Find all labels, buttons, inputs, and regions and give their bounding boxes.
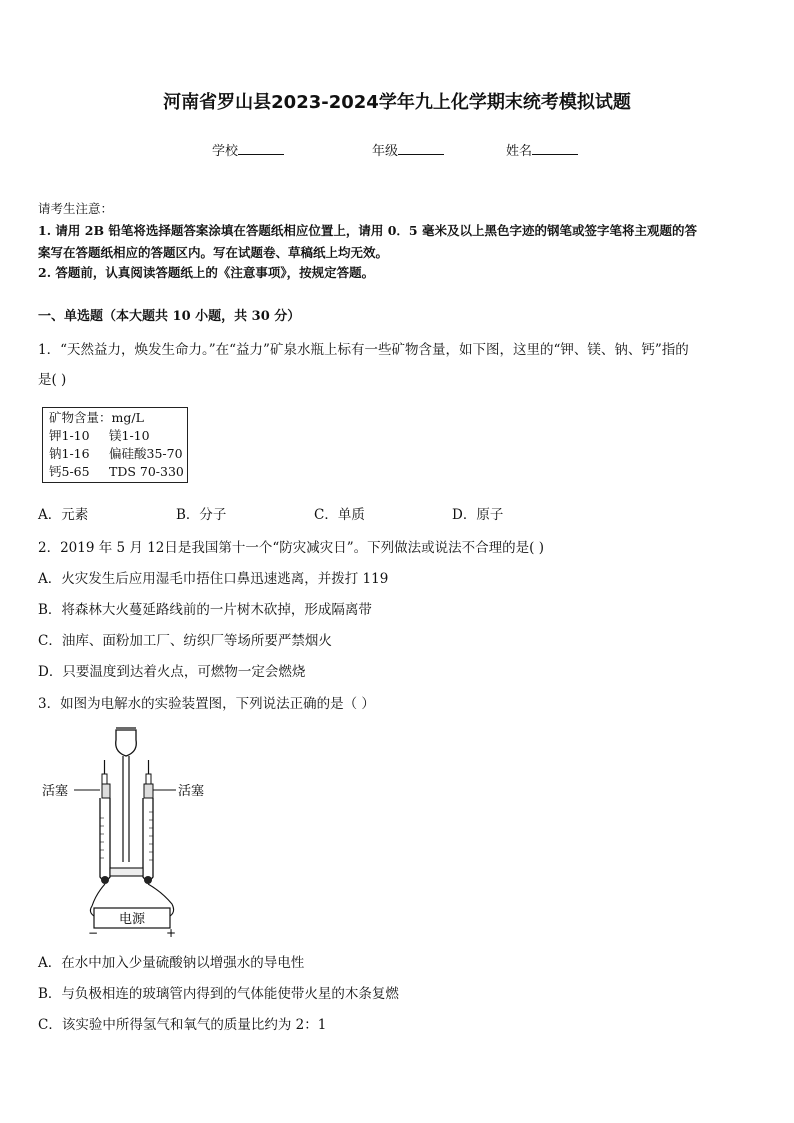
mineral-cell: 钠1-16 (49, 446, 90, 461)
left-glass-tube (100, 798, 110, 881)
mineral-table-header: 矿物含量：mg/L (49, 410, 144, 425)
q2-option-d: D．只要温度到达着火点，可燃物一定会燃烧 (38, 664, 306, 680)
school-field (212, 140, 284, 159)
power-supply-label: 电源 (118, 912, 146, 927)
q3-stem: 3．如图为电解水的实验装置图，下列说法正确的是（ ） (38, 696, 375, 712)
grade-label: 年级 (372, 144, 399, 159)
mineral-table-row (49, 445, 187, 463)
mineral-cell: TDS 70-330 (109, 464, 184, 479)
name-field (506, 140, 578, 159)
right-stopcock-label: 活塞 (178, 784, 205, 799)
positive-terminal-label: + (166, 926, 177, 940)
mineral-cell: 镁1-10 (109, 428, 150, 443)
mineral-table-row (49, 463, 187, 481)
page-title: 河南省罗山县2023-2024学年九上化学期末统考模拟试题 (163, 92, 631, 113)
section-1-heading: 一、单选题（本大题共 10 小题，共 30 分） (38, 309, 301, 324)
left-stopcock-label: 活塞 (42, 784, 69, 799)
notice-item-1-line-1: 1. 请用 2B 铅笔将选择题答案涂填在答题纸相应位置上，请用 0．5 毫米及以上黑色字迹的钢笔或签字笔将主观题的答 (38, 223, 697, 238)
q1-option-a: A．元素 (38, 507, 89, 523)
right-stopcock (144, 784, 153, 798)
notice-item-2: 2. 答题前，认真阅读答题纸上的《注意事项》，按规定答题。 (38, 265, 375, 280)
connecting-tube (110, 868, 143, 876)
name-blank (532, 142, 578, 155)
q2-option-c: C．油库、面粉加工厂、纺织厂等场所要严禁烟火 (38, 633, 332, 649)
mineral-cell: 钙5-65 (49, 464, 90, 479)
right-glass-tube (143, 798, 153, 881)
q1-option-b: B．分子 (176, 507, 227, 523)
electrolysis-apparatus-figure (36, 722, 236, 940)
q2-stem: 2．2019 年 5 月 12日是我国第十一个“防灾减灾日”。下列做法或说法不合理的是( ) (38, 540, 545, 556)
negative-terminal-label: − (88, 926, 99, 940)
name-label: 姓名 (506, 144, 533, 159)
q2-option-a: A．火灾发生后应用湿毛巾捂住口鼻迅速逃离，并拨打 119 (38, 571, 389, 587)
grade-blank (398, 142, 444, 155)
notice-heading: 请考生注意： (38, 201, 114, 216)
school-blank (238, 142, 284, 155)
mineral-table-row (49, 427, 187, 445)
school-label: 学校 (212, 144, 239, 159)
notice-item-1-line-2: 案写在答题纸相应的答题区内。写在试题卷、草稿纸上均无效。 (38, 245, 389, 260)
q1-option-c: C．单质 (314, 507, 365, 523)
mineral-cell: 钾1-10 (49, 428, 90, 443)
q3-option-b: B．与负极相连的玻璃管内得到的气体能使带火星的木条复燃 (38, 986, 399, 1002)
mineral-content-table (42, 407, 188, 483)
q3-option-a: A．在水中加入少量硫酸钠以增强水的导电性 (38, 955, 305, 971)
q2-option-b: B．将森林大火蔓延路线前的一片树木砍掉，形成隔离带 (38, 602, 372, 618)
mineral-cell: 偏硅酸35-70 (109, 446, 183, 461)
left-stopcock (102, 784, 110, 798)
q1-option-d: D．原子 (452, 507, 504, 523)
left-electrode (101, 876, 109, 884)
q1-stem-line-2: 是( ) (38, 372, 67, 388)
q3-option-c: C．该实验中所得氢气和氧气的质量比约为 2：1 (38, 1017, 327, 1033)
reservoir-bulb (116, 730, 137, 756)
q1-stem-line-1: 1．“天然益力，焕发生命力。”在“益力”矿泉水瓶上标有一些矿物含量，如下图，这里的“钾、镁、钠、钙”指的 (38, 342, 689, 358)
grade-field (372, 140, 444, 159)
right-electrode (144, 876, 152, 884)
